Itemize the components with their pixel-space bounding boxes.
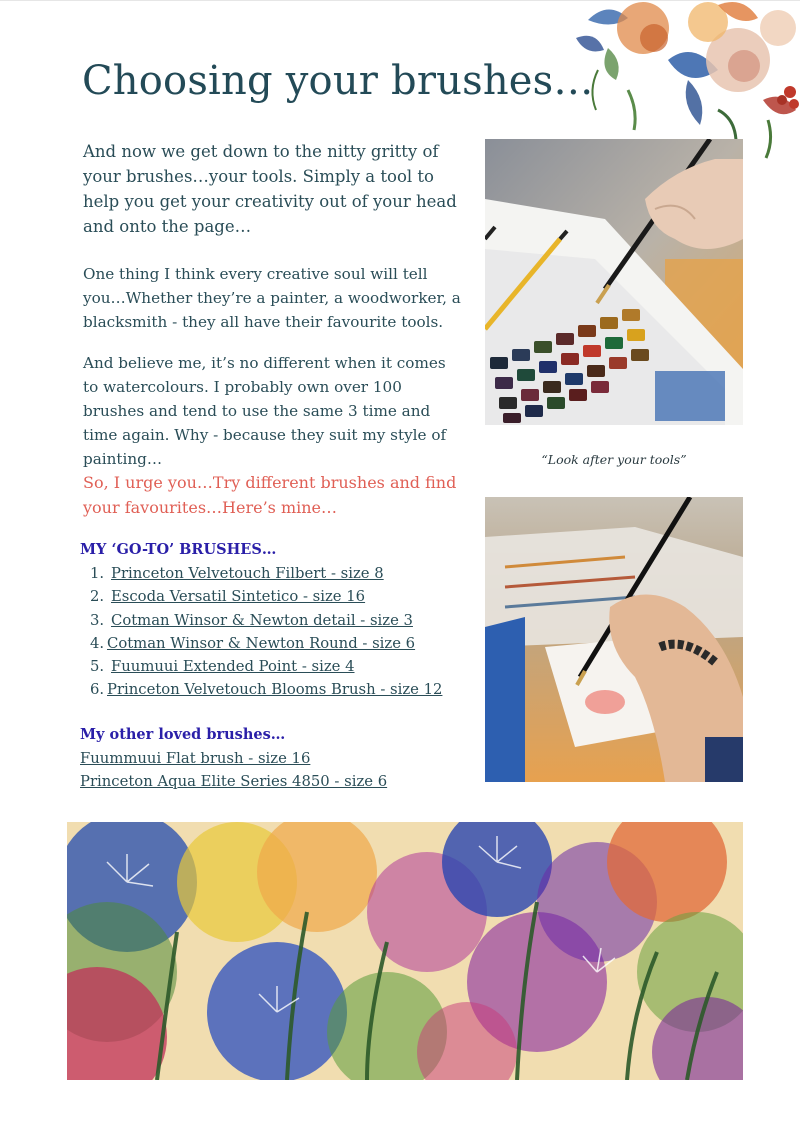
page-title: Choosing your brushes…	[82, 58, 594, 104]
floral-corner-decoration	[568, 0, 800, 160]
list-number: 2.	[90, 588, 105, 606]
brush-link[interactable]: Cotman Winsor & Newton detail - size 3	[111, 611, 413, 629]
list-number: 4.	[90, 634, 105, 652]
brush-link[interactable]: Escoda Versatil Sintetico - size 16	[111, 588, 366, 606]
intro-paragraph: And now we get down to the nitty gritty of your brushes…your tools. Simply a tool to help you get your creativity out of your head and onto the page…	[83, 142, 457, 236]
watercolour-flowers-banner	[67, 822, 743, 1080]
list-number: 6.	[90, 681, 105, 699]
brush-link[interactable]: Princeton Aqua Elite Series 4850 - size 6	[80, 773, 388, 791]
go-to-brush-list	[90, 562, 442, 702]
photo-caption: “Look after your tools”	[541, 452, 687, 467]
list-item	[90, 585, 442, 608]
list-number: 3.	[90, 611, 105, 629]
brush-link[interactable]: Fuumuui Extended Point - size 4	[111, 658, 355, 676]
list-number: 1.	[90, 565, 105, 582]
brush-link[interactable]: Cotman Winsor & Newton Round - size 6	[107, 634, 416, 652]
watercolour-paragraph: And believe me, it’s no different when it comes to watercolours. I probably own over 100 brushes and tend to use the same 3 time and time again. Why - because they suit my style of painting…	[83, 354, 447, 468]
other-brush-list	[80, 747, 387, 794]
other-brushes-heading: My other loved brushes…	[80, 726, 286, 743]
list-item	[90, 562, 442, 585]
go-to-brushes-heading: MY ‘GO-TO’ BRUSHES…	[80, 541, 277, 558]
watercolour-palette-photo	[485, 139, 743, 425]
painting-hand-photo	[485, 497, 743, 782]
list-number: 5.	[90, 658, 105, 676]
tools-paragraph: One thing I think every creative soul will tell you…Whether they’re a painter, a woodworker, a blacksmith - they all have their favourite tools.	[83, 265, 461, 331]
list-item	[90, 655, 442, 678]
brush-link[interactable]: Princeton Velvetouch Blooms Brush - size 12	[107, 681, 443, 699]
list-item	[90, 609, 442, 632]
brush-link[interactable]: Princeton Velvetouch Filbert - size 8	[111, 565, 384, 582]
brush-link[interactable]: Fuummuui Flat brush - size 16	[80, 750, 311, 767]
urge-paragraph: So, I urge you…Try different brushes and find your favourites…Here’s mine…	[83, 473, 457, 517]
list-item	[90, 632, 442, 655]
list-item	[90, 678, 442, 701]
